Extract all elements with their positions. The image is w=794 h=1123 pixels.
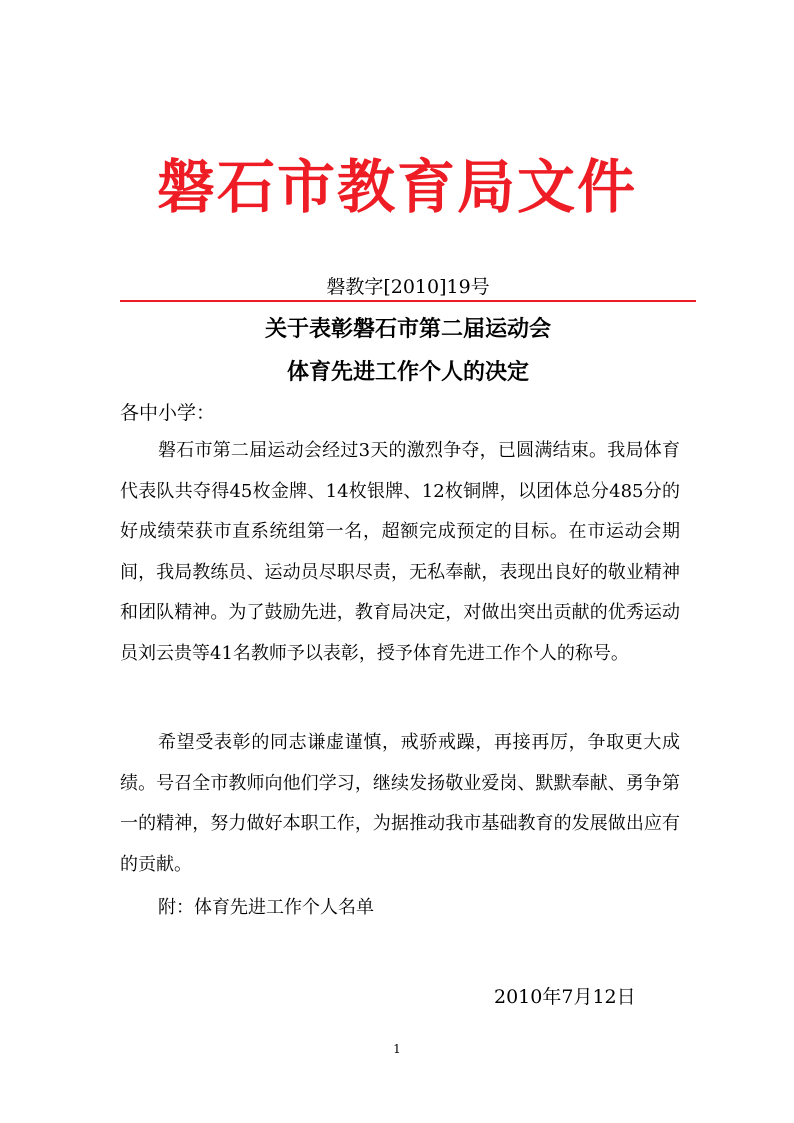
header-red-rule — [120, 300, 696, 302]
document-date: 2010年7月12日 — [494, 986, 636, 1008]
salutation: 各中小学： — [120, 402, 216, 424]
document-number: 磐教字[2010]19号 — [326, 276, 490, 298]
document-title-line-1: 关于表彰磐石市第二届运动会 — [264, 316, 551, 342]
document-header-title: 磐石市教育局文件 — [156, 153, 637, 221]
body-paragraph-1: 磐石市第二届运动会经过3天的激烈争夺，已圆满结束。我局体育代表队共夺得45枚金牌、14枚银牌、12枚铜牌，以团体总分485分的好成绩荣获市直系统组第一名，超额完成预定的目标。在市运动会期间，我局教练员、运动员尽职尽责，无私奉献，表现出良好的敬业精神和团队精神。为了鼓励先进，教育局决定，对做出突出贡献的优秀运动员刘云贵等41名教师予以表彰，授予体育先进工作个人的称号。 — [120, 440, 680, 664]
page-number: 1 — [393, 1042, 401, 1056]
attachment-note: 附：体育先进工作个人名单 — [158, 897, 374, 918]
body-paragraph-2: 希望受表彰的同志谦虚谨慎，戒骄戒躁，再接再厉，争取更大成绩。号召全市教师向他们学习，继续发扬敬业爱岗、默默奉献、勇争第一的精神，努力做好本职工作，为据推动我市基础教育的发展做出应有的贡献。 — [120, 732, 680, 875]
document-title-line-2: 体育先进工作个人的决定 — [286, 359, 529, 385]
